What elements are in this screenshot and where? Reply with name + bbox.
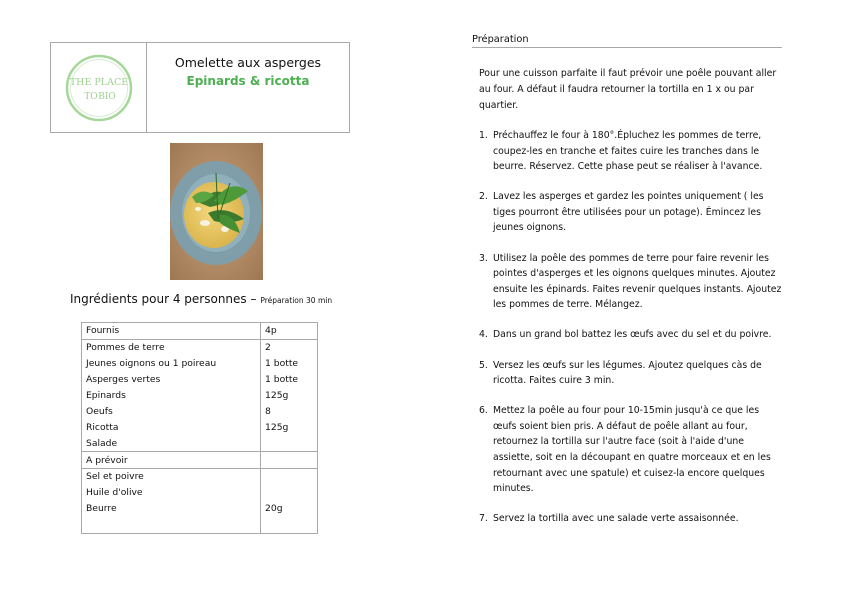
table-row xyxy=(82,501,318,517)
table-row xyxy=(82,339,318,355)
table-row xyxy=(82,469,318,485)
table-row xyxy=(82,403,318,419)
ingredients-table xyxy=(81,322,318,534)
ingredient-name: Sel et poivre xyxy=(82,469,261,485)
logo-line2-word: BIO xyxy=(97,91,116,102)
ingredient-qty xyxy=(261,469,318,485)
ingredient-qty xyxy=(261,435,318,451)
table-row xyxy=(82,388,318,404)
list-item xyxy=(479,189,784,236)
ingredient-qty xyxy=(261,452,318,469)
list-item xyxy=(479,251,784,313)
list-item xyxy=(479,128,784,175)
ingredients-heading-separator: – xyxy=(246,292,261,306)
ingredient-name: Salade xyxy=(82,435,261,451)
ingredient-name: Pommes de terre xyxy=(82,339,261,355)
ingredient-name: A prévoir xyxy=(82,452,261,469)
table-row xyxy=(82,372,318,388)
step-number: 4. xyxy=(479,329,488,341)
ingredient-qty: 20g xyxy=(261,501,318,517)
table-row xyxy=(82,452,318,469)
prep-time: Préparation 30 min xyxy=(260,296,333,305)
logo-cell xyxy=(51,43,147,132)
ingredient-name: Epinards xyxy=(82,388,261,404)
step-number: 3. xyxy=(479,252,488,264)
ingredients-heading xyxy=(70,292,332,306)
ingredient-name: Jeunes oignons ou 1 poireau xyxy=(82,356,261,372)
ingredient-qty xyxy=(261,517,318,533)
ingredient-qty: 1 botte xyxy=(261,372,318,388)
step-number: 5. xyxy=(479,359,488,371)
omelette-photo xyxy=(170,143,263,280)
preparation-steps xyxy=(479,128,784,541)
preparation-heading: Préparation xyxy=(472,34,782,48)
title-cell xyxy=(147,43,349,132)
ingredient-qty: 125g xyxy=(261,388,318,404)
ingredient-name: Fournis xyxy=(82,323,261,340)
logo-line2-prefix: TO xyxy=(83,91,98,102)
ingredient-qty: 2 xyxy=(261,339,318,355)
step-text: Lavez les asperges et gardez les pointes uniquement ( les tiges pourront être utilisées pour un potage). Émincez les jeunes oignons. xyxy=(493,191,764,234)
table-row xyxy=(82,485,318,501)
step-number: 6. xyxy=(479,405,488,417)
step-text: Préchauffez le four à 180°.Épluchez les pommes de terre, coupez-les en tranche et faites cuire les tranches dans le beurre. Réservez. Cette phase peut se réaliser à l'avance. xyxy=(493,130,763,173)
ingredient-name: Ricotta xyxy=(82,419,261,435)
ingredient-name: Asperges vertes xyxy=(82,372,261,388)
the-place-to-bio-logo xyxy=(62,51,136,125)
step-number: 7. xyxy=(479,513,488,525)
recipe-title: Omelette aux asperges xyxy=(174,55,322,70)
ingredient-name: Huile d'olive xyxy=(82,485,261,501)
step-text: Versez les œufs sur les légumes. Ajoutez quelques càs de ricotta. Faites cuire 3 min. xyxy=(493,359,762,387)
table-row xyxy=(82,419,318,435)
step-text: Servez la tortilla avec une salade verte assaisonnée. xyxy=(493,513,739,525)
ingredient-qty: 1 botte xyxy=(261,356,318,372)
ingredient-name: Beurre xyxy=(82,501,261,517)
ingredient-qty: 4p xyxy=(261,323,318,340)
table-row xyxy=(82,356,318,372)
step-text: Mettez la poêle au four pour 10-15min jusqu'à ce que les œufs soient bien pris. A défaut de poêle allant au four, retournez la tortilla sur l'autre face (soit à l'aide d'une assiette, soit en la découpant en quatre morceaux et en les retournant avec une spatule) et cuisez-la encore quelques minutes. xyxy=(493,405,771,495)
logo-line1: THE PLACE xyxy=(69,76,128,88)
list-item xyxy=(479,327,784,343)
table-row xyxy=(82,323,318,340)
ingredient-qty xyxy=(261,485,318,501)
ingredient-name: Oeufs xyxy=(82,403,261,419)
preparation-intro: Pour une cuisson parfaite il faut prévoir une poêle pouvant aller au four. A défaut il faudra retourner la tortilla en 1 x ou par quartier. xyxy=(479,68,777,111)
step-number: 1. xyxy=(479,130,488,141)
step-number: 2. xyxy=(479,191,488,203)
table-row xyxy=(82,517,318,533)
list-item xyxy=(479,403,784,497)
ingredient-name xyxy=(82,517,261,533)
list-item xyxy=(479,511,784,527)
recipe-header xyxy=(50,42,350,133)
step-text: Dans un grand bol battez les œufs avec du sel et du poivre. xyxy=(493,329,772,341)
table-row xyxy=(82,435,318,451)
ingredient-qty: 125g xyxy=(261,419,318,435)
ingredient-qty: 8 xyxy=(261,403,318,419)
ingredients-heading-text: Ingrédients pour 4 personnes xyxy=(70,292,247,306)
recipe-subtitle: Epinards & ricotta xyxy=(186,74,310,88)
step-text: Utilisez la poêle des pommes de terre pour faire revenir les pointes d'asperges et les oignons quelques minutes. Ajoutez ensuite les épinards. Faites revenir quelques instants. Ajoutez les pommes de terre. Mélangez. xyxy=(493,252,782,311)
list-item xyxy=(479,358,784,389)
